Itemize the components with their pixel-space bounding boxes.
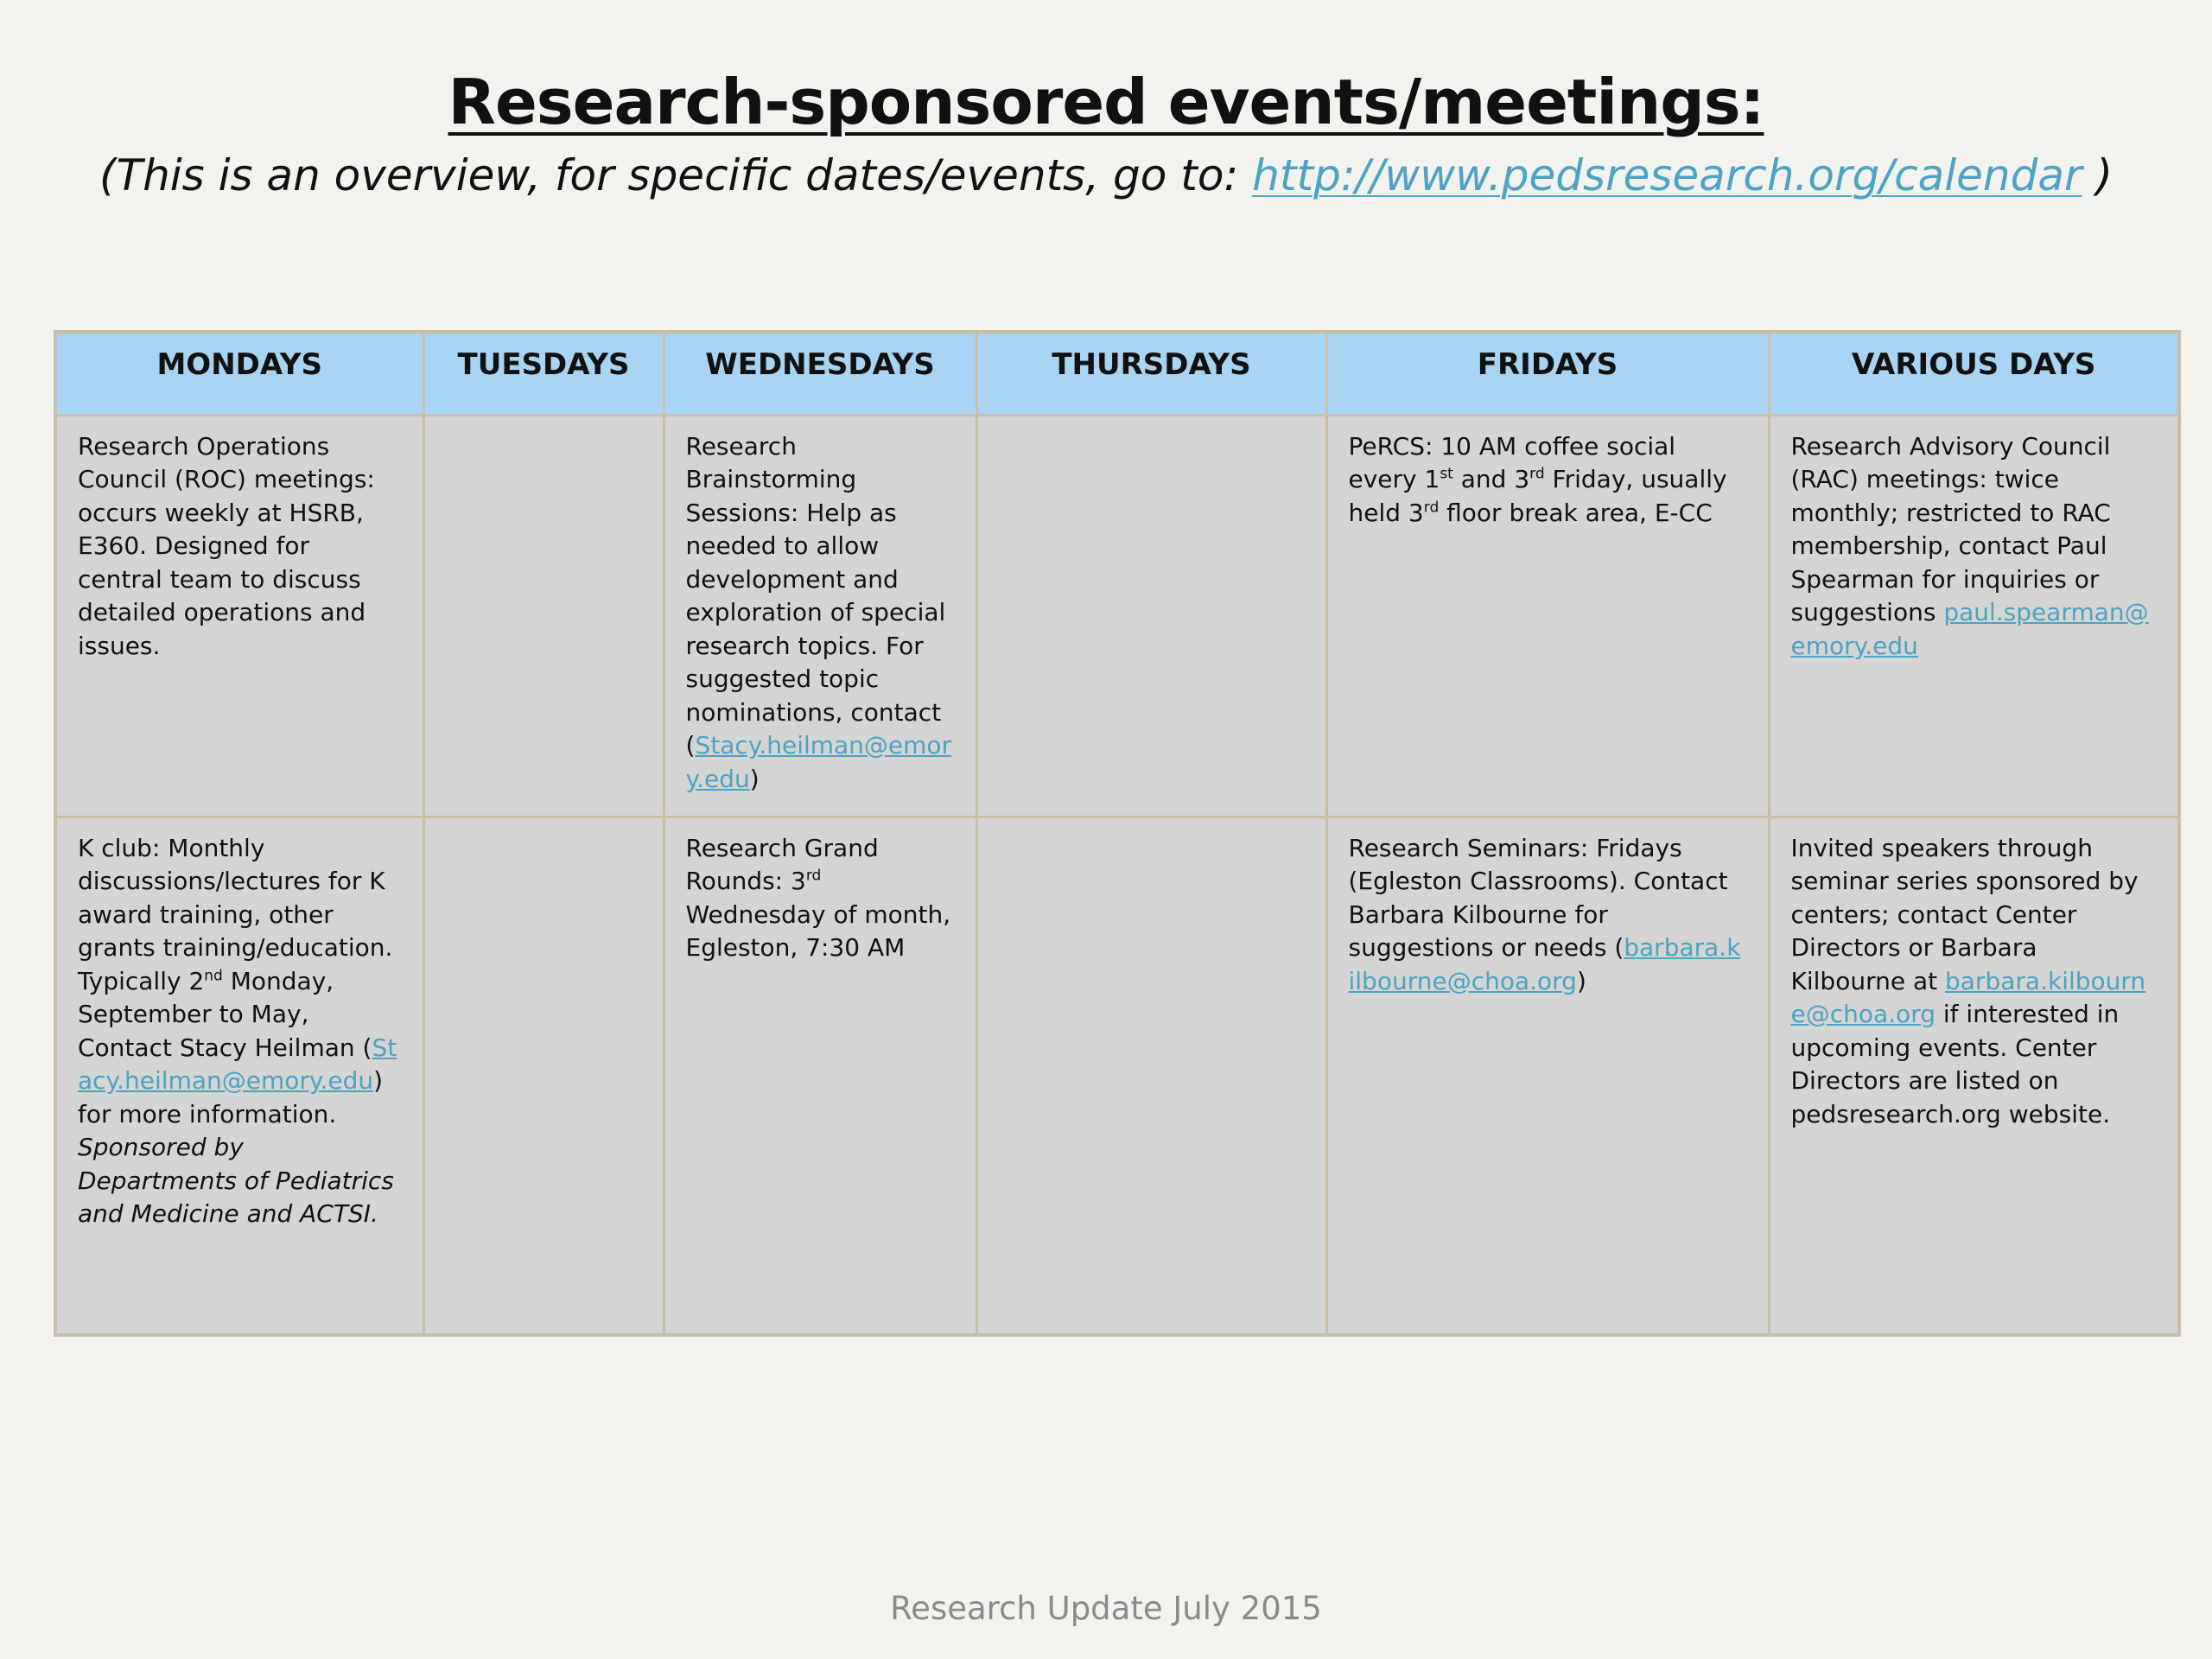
- brainstorming-text: Research Brainstorming Sessions: Help as needed to allow development and exploration of special research topics. For suggested topic nominations, contact (: [685, 431, 946, 760]
- table-row: [55, 817, 2179, 1335]
- calendar-link[interactable]: http://www.pedsresearch.org/calendar: [1252, 150, 2082, 200]
- rac-text: Research Advisory Council (RAC) meetings: twice monthly; restricted to RAC membership, contact Paul Spearman for inquiries or suggestions: [1790, 431, 2111, 626]
- percs-sup-2: rd: [1529, 465, 1545, 483]
- kclub-text-1: K club: Monthly discussions/lectures for K award training, other grants training/education. Typically 2: [78, 833, 393, 995]
- percs-text-2: and 3: [1452, 465, 1530, 493]
- percs-text-3: Friday, usually held 3: [1348, 465, 1727, 527]
- seminars-text: Research Seminars: Fridays (Egleston Classrooms). Contact Barbara Kilbourne for suggestions or needs (: [1348, 833, 1728, 962]
- events-table: [54, 330, 2181, 1337]
- page-subtitle: [0, 145, 2212, 206]
- footer-text: Research Update July 2015: [890, 1590, 1322, 1627]
- kilbourne-email-link-2[interactable]: barbara.kilbourne@choa.org: [1790, 966, 2146, 1028]
- table-row: [55, 415, 2179, 817]
- page-title-text: Research-sponsored events/meetings:: [448, 66, 1764, 138]
- cell-thursday-empty: [976, 415, 1326, 817]
- page-title: [0, 59, 2212, 145]
- speakers-text-1: Invited speakers through seminar series sponsored by centers; contact Center Directors or Barbara Kilbourne at: [1790, 833, 2139, 995]
- header-various-days: VARIOUS DAYS: [1769, 332, 2179, 415]
- seminars-close-paren: ): [1576, 966, 1586, 995]
- subtitle-suffix: ): [2082, 150, 2113, 200]
- grand-rounds-text-2: Wednesday of month, Egleston, 7:30 AM: [685, 899, 951, 962]
- header-thursdays: THURSDAYS: [976, 332, 1326, 415]
- speakers-text-2: if interested in upcoming events. Center Directors are listed on pedsresearch.org website.: [1790, 1000, 2120, 1128]
- header-tuesdays: TUESDAYS: [423, 332, 664, 415]
- kclub-text-2: Monday, September to May, Contact Stacy Heilman (: [78, 966, 372, 1062]
- percs-text-4: floor break area, E-CC: [1439, 498, 1713, 527]
- kclub-sponsor-note: Sponsored by Departments of Pediatrics and Medicine and ACTSI.: [78, 1133, 394, 1228]
- cell-thursday-empty: [976, 817, 1326, 1335]
- header-fridays: FRIDAYS: [1326, 332, 1769, 415]
- cell-tuesday-empty: [423, 817, 664, 1335]
- cell-tuesday-empty: [423, 415, 664, 817]
- header-mondays: MONDAYS: [55, 332, 423, 415]
- heilman-email-link-2[interactable]: Stacy.heilman@emory.edu: [78, 1033, 397, 1095]
- cell-friday-seminars: [1326, 817, 1769, 1335]
- grand-rounds-sup: rd: [805, 867, 822, 885]
- grand-rounds-text-1: Research Grand Rounds: 3: [685, 833, 879, 895]
- cell-monday-kclub: [55, 817, 423, 1335]
- percs-sup-3: rd: [1423, 499, 1440, 517]
- cell-various-speakers: [1769, 817, 2179, 1335]
- percs-sup-1: st: [1440, 465, 1453, 483]
- cell-wednesday-brainstorming: [664, 415, 976, 817]
- roc-text: Research Operations Council (ROC) meetings: occurs weekly at HSRB, E360. Designed for central team to discuss detailed operations and issues.: [78, 431, 375, 660]
- kclub-text-3: ) for more information.: [78, 1066, 384, 1128]
- table-header-row: [55, 332, 2179, 415]
- kilbourne-email-link[interactable]: barbara.kilbourne@choa.org: [1348, 933, 1741, 995]
- percs-text-1: PeRCS: 10 AM coffee social every 1: [1348, 431, 1676, 493]
- kclub-sup: nd: [204, 967, 223, 985]
- heilman-email-link[interactable]: Stacy.heilman@emory.edu: [685, 731, 952, 793]
- cell-monday-roc: [55, 415, 423, 817]
- spearman-email-link[interactable]: paul.spearman@emory.edu: [1790, 598, 2149, 660]
- brainstorming-close-paren: ): [749, 764, 760, 793]
- cell-friday-percs: [1326, 415, 1769, 817]
- cell-various-rac: [1769, 415, 2179, 817]
- cell-wednesday-grand-rounds: [664, 817, 976, 1335]
- subtitle-prefix: (This is an overview, for specific dates/events, go to:: [99, 150, 1253, 200]
- header-wednesdays: WEDNESDAYS: [664, 332, 976, 415]
